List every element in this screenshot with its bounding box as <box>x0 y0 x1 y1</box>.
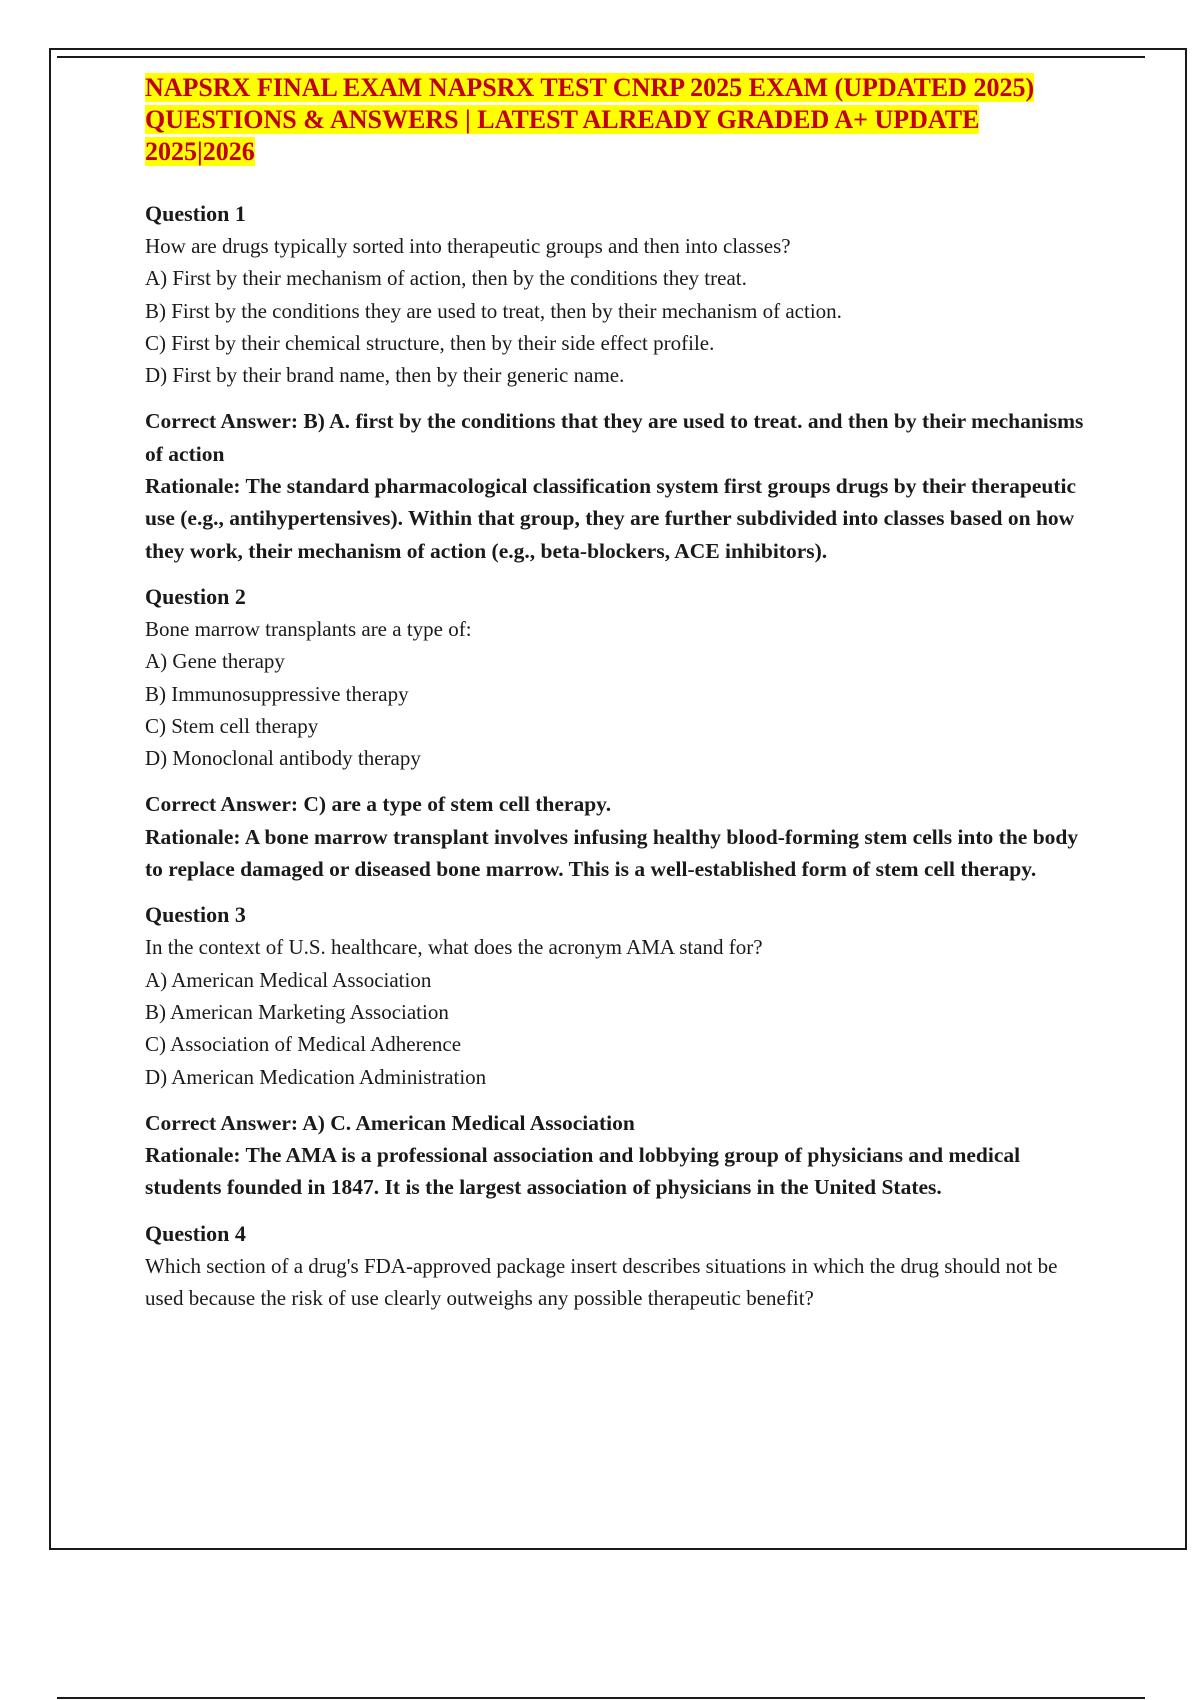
document-body <box>145 72 1085 1328</box>
top-rule <box>57 56 1145 58</box>
question-heading: Question 2 <box>145 583 246 609</box>
question-heading: Question 4 <box>145 1220 246 1246</box>
option-b: B) First by the conditions they are used to treat, then by their mechanism of action. <box>145 298 842 323</box>
question-heading: Question 1 <box>145 201 246 226</box>
question-text: In the context of U.S. healthcare, what does the acronym AMA stand for? <box>145 935 763 960</box>
correct-answer: Correct Answer: C) are a type of stem cell therapy. <box>145 792 612 817</box>
option-a: A) First by their mechanism of action, then by the conditions they treat. <box>145 266 747 291</box>
option-a: A) American Medical Association <box>145 967 432 992</box>
option-b: B) American Marketing Association <box>145 999 449 1024</box>
rationale: Rationale: A bone marrow transplant involves infusing healthy blood-forming stem cells into the body to replace damaged or diseased bone marrow. This is a well-established form of stem cell therapy. <box>145 824 1079 882</box>
document-title <box>145 72 1085 168</box>
option-c: C) First by their chemical structure, then by their side effect profile. <box>145 330 715 355</box>
answer-block-3 <box>145 1107 1085 1204</box>
question-2 <box>145 581 1085 774</box>
footer-rule <box>57 1697 1145 1699</box>
question-1 <box>145 198 1085 391</box>
option-d: D) First by their brand name, then by their generic name. <box>145 363 625 388</box>
question-text: How are drugs typically sorted into therapeutic groups and then into classes? <box>145 234 791 258</box>
option-c: C) Association of Medical Adherence <box>145 1032 462 1057</box>
option-d: D) American Medication Administration <box>145 1064 487 1089</box>
option-a: A) Gene therapy <box>145 649 285 674</box>
question-text: Which section of a drug's FDA-approved package insert describes situations in which the drug should not be used because the risk of use clearly outweighs any possible therapeutic benefit? <box>145 1253 1058 1311</box>
option-c: C) Stem cell therapy <box>145 713 319 738</box>
question-heading: Question 3 <box>145 902 246 928</box>
answer-block-1 <box>145 405 1085 566</box>
rationale: Rationale: The AMA is a professional association and lobbying group of physicians and medical students founded in 1847. It is the largest association of physicians in the United States. <box>145 1143 1021 1200</box>
document-title-text: NAPSRX FINAL EXAM NAPSRX TEST CNRP 2025 EXAM (UPDATED 2025) QUESTIONS & ANSWERS | LATEST ALREADY GRADED A+ UPDATE 2025|2026 <box>145 73 1035 166</box>
question-4 <box>145 1218 1085 1315</box>
question-3 <box>145 899 1085 1092</box>
option-b: B) Immunosuppressive therapy <box>145 681 409 706</box>
question-text: Bone marrow transplants are a type of: <box>145 616 472 641</box>
answer-block-2 <box>145 788 1085 885</box>
rationale: Rationale: The standard pharmacological classification system first groups drugs by their therapeutic use (e.g., antihypertensives). Within that group, they are further subdivided into classes based on how they work, their mechanism of action (e.g., beta-blockers, ACE inhibitors). <box>145 474 1077 563</box>
correct-answer: Correct Answer: A) C. American Medical Association <box>145 1110 635 1135</box>
option-d: D) Monoclonal antibody therapy <box>145 746 421 771</box>
correct-answer: Correct Answer: B) A. first by the conditions that they are used to treat. and then by their mechanisms of action <box>145 409 1084 466</box>
